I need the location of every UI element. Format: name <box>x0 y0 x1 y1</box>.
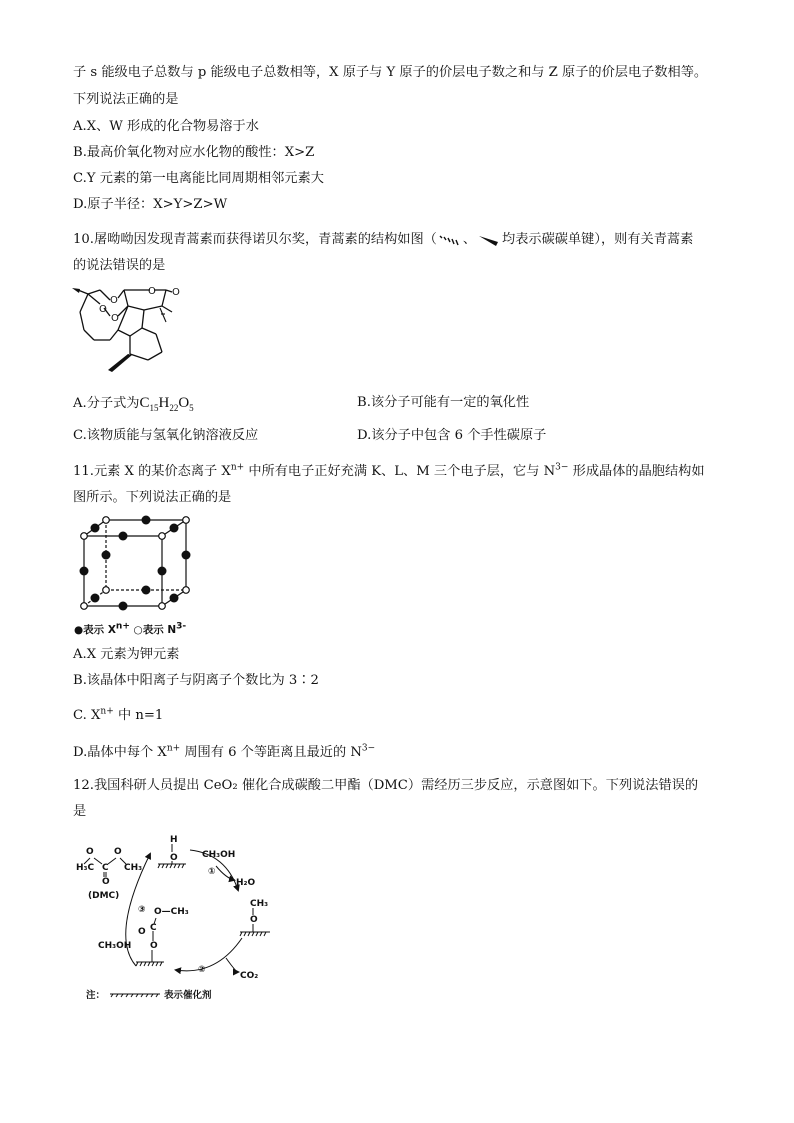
formula-c: C <box>139 395 150 411</box>
q11-option-d-mid: 周围有 6 个等距离且最近的 N <box>180 745 362 760</box>
q11-option-c-prefix: C. X <box>73 708 101 723</box>
ring-oxygen-3: O <box>111 313 119 324</box>
right-ch3: CH₃ <box>250 899 269 909</box>
q12-stem-line1: 12.我国科研人员提出 CeO₂ 催化合成碳酸二甲酯（DMC）需经历三步反应，示意图如下。下列说法错误的 <box>73 778 699 793</box>
q11-nitride-charge: 3− <box>555 462 569 473</box>
ring-oxygen-1: O <box>110 295 118 306</box>
dmc-o-right: O <box>114 847 122 857</box>
q11-option-a: A.X 元素为钾元素 <box>73 647 180 662</box>
unit-cell-figure <box>76 514 200 618</box>
formula-c-count: 15 <box>149 403 159 413</box>
q11-option-b: B.该晶体中阳离子与阴离子个数比为 3∶2 <box>73 673 319 688</box>
note-text: 表示催化剂 <box>164 990 212 1001</box>
dmc-h3c: H₃C <box>76 863 95 873</box>
x-ion-markers <box>80 516 191 611</box>
h2o-label: H₂O <box>236 878 256 888</box>
carbonyl-oxygen: O <box>172 287 180 298</box>
q11-option-d-sup2: 3− <box>361 743 376 754</box>
q9-option-a: A.X、W 形成的化合物易溶于水 <box>73 119 259 134</box>
top-h: H <box>170 835 178 845</box>
q11-option-d-sup: n+ <box>166 743 181 754</box>
q11-ion-charge: n+ <box>230 462 245 473</box>
q11-stem-part-c: 形成晶体的晶胞结构如 <box>568 464 705 479</box>
q9-stem-line1: 子 s 能级电子总数与 p 能级电子总数相等，X 原子与 Y 原子的价层电子数之和与 Z 原子的价层电子数相等。 <box>73 65 708 80</box>
artemisinin-structure-figure <box>70 278 190 382</box>
formula-h: H <box>158 395 170 411</box>
q11-stem-line1 <box>73 462 705 482</box>
dmc-ch3: CH₃ <box>124 863 143 873</box>
q11-option-c <box>73 706 163 726</box>
q10-formula <box>139 395 193 411</box>
step-1-label: ① <box>208 867 216 877</box>
hashed-wedge-icon <box>437 234 463 246</box>
dmc-o-left: O <box>86 847 94 857</box>
ring-oxygen-2: O <box>99 304 107 315</box>
q9-stem-line2: 下列说法正确的是 <box>73 92 179 107</box>
q11-stem-part-b: 中所有电子正好充满 K、L、M 三个电子层，它与 N <box>244 464 556 479</box>
q10-option-a <box>73 393 194 414</box>
unit-cell-legend <box>74 622 186 637</box>
legend-open: ○表示 N <box>129 624 177 636</box>
ch3oh-top: CH₃OH <box>202 850 236 860</box>
ring-oxygen-4: O <box>148 286 156 297</box>
dmc-c: C <box>102 863 109 873</box>
legend-open-sup: 3- <box>176 621 187 632</box>
dmc-label: (DMC) <box>88 891 120 901</box>
center-o-bottom: O <box>150 941 158 951</box>
center-o-left: O <box>138 927 146 937</box>
note-prefix: 注： <box>86 990 106 1001</box>
top-o: O <box>170 853 178 863</box>
q11-stem-part-a: 11.元素 X 的某价态离子 X <box>73 464 231 479</box>
legend-filled: ●表示 X <box>74 624 116 636</box>
q10-option-b: B.该分子可能有一定的氧化性 <box>357 395 530 410</box>
q9-option-d: D.原子半径：X>Y>Z>W <box>73 197 228 212</box>
q11-stem-line2: 图所示。下列说法正确的是 <box>73 490 232 505</box>
center-och3: O—CH₃ <box>154 907 189 917</box>
q10-stem-line2: 的说法错误的是 <box>73 258 166 273</box>
q11-option-d-prefix: D.晶体中每个 X <box>73 745 167 760</box>
catalytic-cycle-figure <box>66 826 276 1004</box>
co2-label: CO₂ <box>240 971 259 981</box>
legend-filled-sup: n+ <box>115 621 130 632</box>
q10-stem-part-a: 10.屠呦呦因发现青蒿素而获得诺贝尔奖，青蒿素的结构如图（ <box>73 232 437 247</box>
q10-option-d: D.该分子中包含 6 个手性碳原子 <box>357 428 547 443</box>
ch3oh-left: CH₃OH <box>98 941 132 951</box>
q9-option-c: C.Y 元素的第一电离能比同周期相邻元素大 <box>73 171 324 186</box>
right-o: O <box>250 915 258 925</box>
formula-o-count: 5 <box>189 403 194 413</box>
dmc-o-bottom: O <box>102 877 110 887</box>
q11-option-d <box>73 743 375 763</box>
solid-wedge-icon <box>476 234 502 246</box>
step-3-label: ③ <box>138 905 146 915</box>
q10-stem-part-b: 均表示碳碳单键），则有关青蒿素 <box>502 232 694 247</box>
q11-option-c-sup: n+ <box>100 706 114 717</box>
center-c: C <box>150 923 157 933</box>
q11-option-c-suffix: 中 n=1 <box>113 708 164 723</box>
q10-option-a-prefix: A.分子式为 <box>73 396 140 411</box>
q10-stem-line1 <box>73 230 693 250</box>
q9-option-b: B.最高价氧化物对应水化物的酸性：X>Z <box>73 145 315 160</box>
formula-o: O <box>178 395 190 411</box>
q12-stem-line2: 是 <box>73 804 87 819</box>
step-2-label: ② <box>198 965 206 975</box>
formula-h-count: 22 <box>169 403 179 413</box>
q10-stem-sep: 、 <box>462 232 477 247</box>
q10-option-c: C.该物质能与氢氧化钠溶液反应 <box>73 428 259 443</box>
